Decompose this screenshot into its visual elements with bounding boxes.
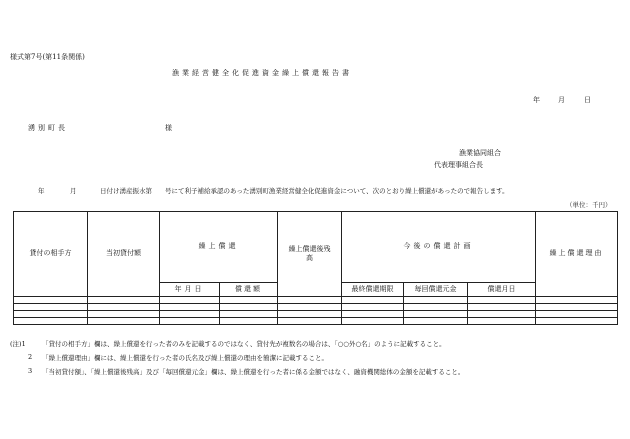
header-pay-day: 償還月日 [468, 282, 536, 296]
table-row [14, 296, 618, 303]
body-year: 年 [38, 187, 45, 195]
unit-label: （単位：千円） [566, 201, 612, 209]
note-1-text: 「貸付の相手方」欄は、繰上償還を行った者のみを記載するのではなく、貸付先が複数名の場合は、「○○外○名」のように記載すること。 [42, 340, 446, 348]
note-1-number: (注)1 [10, 340, 26, 348]
note-3-text: 「当初貸付額」、「繰上償還後残高」及び「毎回償還元金」欄は、繰上償還を行った者に係る金額ではなく、融資機関総体の金額を記載すること。 [42, 368, 465, 376]
table-row [14, 303, 618, 310]
sender-representative: 代表理事組合長 [434, 161, 483, 169]
note-2-text: 「繰上償還理由」欄には、繰上償還を行った者の氏名及び繰上償還の理由を簡潔に記載すること。 [42, 354, 328, 362]
date-day: 日 [584, 96, 591, 104]
date-year: 年 [533, 96, 540, 104]
note-3-number: 3 [28, 367, 33, 375]
header-counterparty: 貸付の相手方 [14, 212, 88, 297]
header-early-repayment: 繰上償還 [160, 212, 278, 283]
table-row [14, 317, 618, 324]
header-date: 年月日 [160, 282, 220, 296]
date-month: 月 [558, 96, 565, 104]
header-reason: 繰上償還理由 [536, 212, 618, 297]
header-repayment-amount: 償還額 [220, 282, 278, 296]
document-title: 漁業経営健全化促進資金繰上償還報告書 [172, 69, 352, 77]
header-repayment-plan: 今後の償還計画 [342, 212, 536, 283]
body-text: 日付け湧産振水第 号にて利子補給承認のあった湧別町漁業経営健全化促進資金について、次のとおり繰上償還があったので報告します。 [100, 187, 509, 195]
body-month: 月 [70, 187, 77, 195]
header-balance: 繰上償還後残高 [278, 212, 342, 297]
addressee-name: 湧別町長 [28, 124, 68, 132]
header-final-date: 最終償還期限 [342, 282, 404, 296]
header-initial-amount: 当初貸付額 [88, 212, 160, 297]
header-installment: 毎回償還元金 [404, 282, 468, 296]
table-row [14, 310, 618, 317]
report-table [13, 211, 618, 325]
addressee-honorific: 様 [165, 124, 172, 132]
note-2-number: 2 [28, 353, 33, 361]
form-number: 様式第7号(第11条関係) [10, 53, 85, 61]
sender-org: 漁業協同組合 [459, 149, 501, 157]
